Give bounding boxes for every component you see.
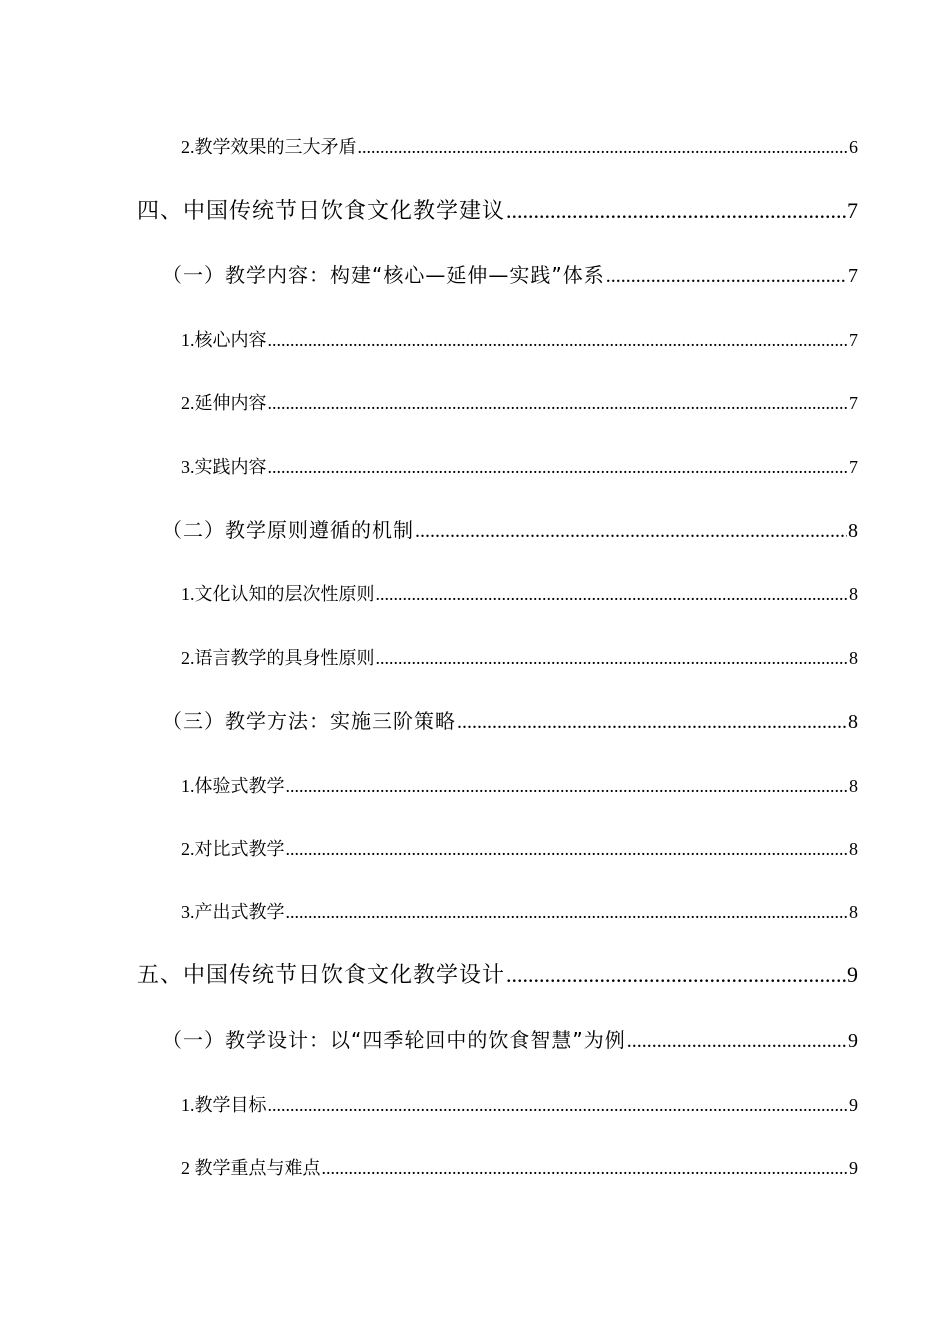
toc-leader-dots (286, 777, 849, 795)
toc-entry[interactable] (162, 265, 858, 286)
toc-page-number: 8 (849, 584, 858, 604)
toc-entry[interactable] (137, 200, 858, 223)
toc-entry[interactable] (181, 777, 858, 795)
toc-entry[interactable] (181, 903, 858, 921)
toc-entry[interactable] (181, 458, 858, 476)
toc-page-number: 7 (849, 457, 858, 477)
toc-leader-dots (376, 585, 849, 603)
toc-page-number: 8 (849, 839, 858, 859)
toc-entry[interactable] (181, 331, 858, 349)
toc-leader-dots (506, 964, 846, 986)
toc-leader-dots (358, 138, 849, 156)
toc-entry[interactable] (181, 1159, 858, 1177)
toc-entry-label: 2.语言教学的具身性原则 (181, 648, 375, 668)
toc-entry-label: 2.教学效果的三大矛盾 (181, 137, 357, 157)
toc-leader-dots (268, 1096, 849, 1114)
toc-page-number: 8 (849, 648, 858, 668)
toc-entry-label: 2 教学重点与难点 (181, 1158, 321, 1178)
toc-entry-label: 1.教学目标 (181, 1095, 267, 1115)
toc-entry-label: 2.延伸内容 (181, 393, 267, 413)
toc-page-number: 9 (849, 1158, 858, 1178)
toc-page-number: 8 (848, 520, 858, 542)
toc-entry-label: 1.体验式教学 (181, 776, 285, 796)
toc-entry[interactable] (181, 394, 858, 412)
toc-entry-label: 五、中国传统节日饮食文化教学设计 (137, 963, 506, 988)
toc-entry-label: 2.对比式教学 (181, 839, 285, 859)
toc-leader-dots (606, 266, 847, 286)
toc-page-number: 8 (848, 711, 858, 733)
toc-page-number: 7 (848, 265, 858, 287)
toc-leader-dots (322, 1159, 849, 1177)
toc-entry-label: 1.核心内容 (181, 330, 267, 350)
toc-page-number: 8 (849, 776, 858, 796)
toc-page-number: 9 (847, 962, 858, 987)
toc-leader-dots (268, 394, 849, 412)
toc-leader-dots (627, 1031, 847, 1051)
toc-page-number: 9 (849, 1095, 858, 1115)
toc-entry-label: （一）教学内容：构建“核心—延伸—实践”体系 (162, 263, 605, 287)
toc-entry[interactable] (162, 520, 858, 541)
toc-leader-dots (415, 521, 847, 541)
toc-entry-label: 3.产出式教学 (181, 902, 285, 922)
toc-leader-dots (506, 200, 846, 222)
toc-entry-label: 1.文化认知的层次性原则 (181, 584, 375, 604)
toc-entry-label: （一）教学设计：以“四季轮回中的饮食智慧”为例 (162, 1028, 626, 1052)
toc-entry[interactable] (181, 840, 858, 858)
toc-entry-label: 3.实践内容 (181, 457, 267, 477)
toc-entry-label: 四、中国传统节日饮食文化教学建议 (137, 199, 506, 224)
toc-page-number: 7 (849, 330, 858, 350)
toc-entry[interactable] (181, 1096, 858, 1114)
toc-leader-dots (376, 649, 849, 667)
toc-page-number: 6 (849, 137, 858, 157)
toc-leader-dots (268, 458, 849, 476)
toc-entry[interactable] (137, 964, 858, 987)
toc-entry[interactable] (181, 649, 858, 667)
toc-entry[interactable] (181, 138, 858, 156)
toc-entry-label: （二）教学原则遵循的机制 (162, 518, 414, 542)
toc-entry[interactable] (162, 711, 858, 732)
toc-entry-label: （三）教学方法：实施三阶策略 (162, 709, 456, 733)
toc-page-number: 7 (847, 198, 858, 223)
toc-leader-dots (268, 331, 849, 349)
toc-leader-dots (457, 712, 847, 732)
toc-leader-dots (286, 903, 849, 921)
toc-entry[interactable] (162, 1030, 858, 1051)
toc-leader-dots (286, 840, 849, 858)
toc-page-number: 9 (848, 1030, 858, 1052)
toc-page-number: 8 (849, 902, 858, 922)
toc-page-number: 7 (849, 393, 858, 413)
toc-entry[interactable] (181, 585, 858, 603)
